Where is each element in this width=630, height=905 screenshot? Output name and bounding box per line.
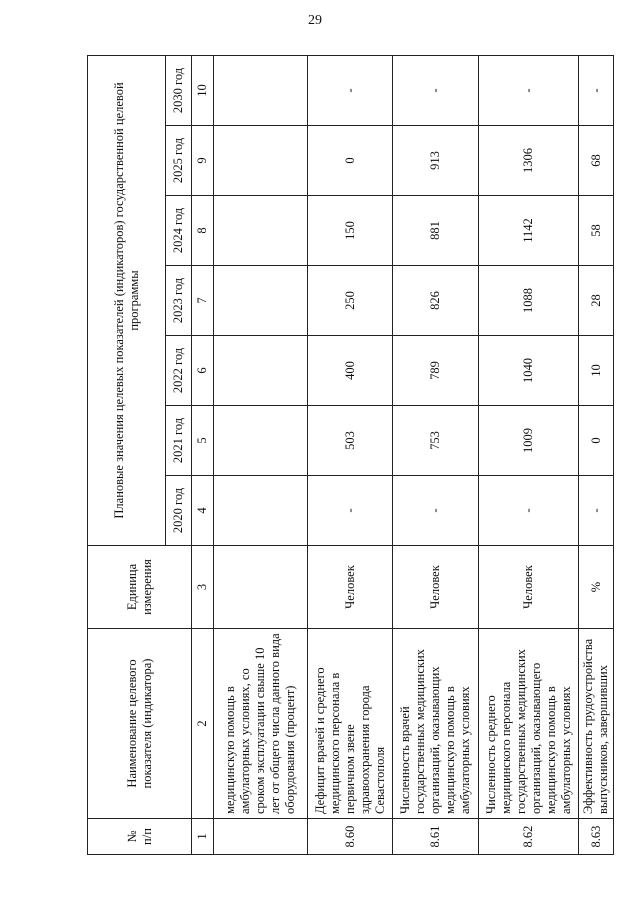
table-row [479,55,579,854]
row-value: - [579,55,614,125]
row-unit: Человек [308,546,393,629]
row-value: 1088 [479,266,579,336]
table-row [579,55,614,854]
row-value: - [393,55,479,125]
row-value: 1306 [479,126,579,196]
row-value: - [579,476,614,546]
row-value [214,406,308,476]
header-year: 2021 год [166,406,192,476]
row-value: 1142 [479,196,579,266]
header-year: 2025 год [166,126,192,196]
row-num: 8.63 [579,819,614,855]
row-value [214,266,308,336]
row-value: 68 [579,126,614,196]
row-num: 8.62 [479,819,579,855]
row-name: Численность среднего медицинского персонала государственных медицинских организаций, оказывающего медицинскую помощь в амбулаторных условиях [479,629,579,819]
row-value: - [393,476,479,546]
row-value [214,196,308,266]
row-value: 1040 [479,336,579,406]
row-num: 8.60 [308,819,393,855]
row-value: 913 [393,126,479,196]
row-value [214,476,308,546]
row-value: 1009 [479,406,579,476]
index-cell: 9 [192,126,214,196]
row-value: - [479,476,579,546]
row-unit [214,546,308,629]
header-year: 2024 год [166,196,192,266]
row-value: 400 [308,336,393,406]
index-cell: 6 [192,336,214,406]
row-value: 789 [393,336,479,406]
rotated-table-container [87,56,612,855]
row-value: 28 [579,266,614,336]
row-value: 10 [579,336,614,406]
row-value: - [479,55,579,125]
table-row [214,55,308,854]
row-value [214,126,308,196]
index-cell: 2 [192,629,214,819]
index-cell: 4 [192,476,214,546]
row-value: 503 [308,406,393,476]
header-row-top [88,55,166,854]
header-unit: Единица измерения [88,546,192,629]
header-year: 2020 год [166,476,192,546]
header-year: 2030 год [166,55,192,125]
row-num: 8.61 [393,819,479,855]
row-value: 0 [308,126,393,196]
header-year: 2023 год [166,266,192,336]
row-value: - [308,476,393,546]
row-name: Эффективность трудоустройства выпускников, завершивших [579,629,614,819]
row-unit: % [579,546,614,629]
row-unit: Человек [393,546,479,629]
indicators-table [87,55,614,855]
row-name: медицинскую помощь в амбулаторных условиях, со сроком эксплуатации свыше 10 лет от общего числа данного вида оборудования (процент) [214,629,308,819]
row-value [214,336,308,406]
row-unit: Человек [479,546,579,629]
row-value: 826 [393,266,479,336]
page-number: 29 [308,13,322,28]
index-cell: 1 [192,819,214,855]
row-value: - [308,55,393,125]
index-cell: 8 [192,196,214,266]
row-value: 250 [308,266,393,336]
row-value: 0 [579,406,614,476]
index-cell: 3 [192,546,214,629]
header-name: Наименование целевого показателя (индикатора) [88,629,192,819]
header-year: 2022 год [166,336,192,406]
row-name: Численность врачей государственных медицинских организаций, оказывающих медицинскую помощь в амбулаторных условиях [393,629,479,819]
index-cell: 7 [192,266,214,336]
row-value [214,55,308,125]
index-row [192,55,214,854]
row-value: 753 [393,406,479,476]
row-value: 150 [308,196,393,266]
row-name: Дефицит врачей и среднего медицинского персонала в первичном звене здравоохранения города Севастополя [308,629,393,819]
header-num: № п/п [88,819,192,855]
table-row [393,55,479,854]
row-num [214,819,308,855]
index-cell: 5 [192,406,214,476]
row-value: 881 [393,196,479,266]
header-plan: Плановые значения целевых показателей (индикаторов) государственной целевой программы [88,55,166,545]
index-cell: 10 [192,55,214,125]
row-value: 58 [579,196,614,266]
table-row [308,55,393,854]
